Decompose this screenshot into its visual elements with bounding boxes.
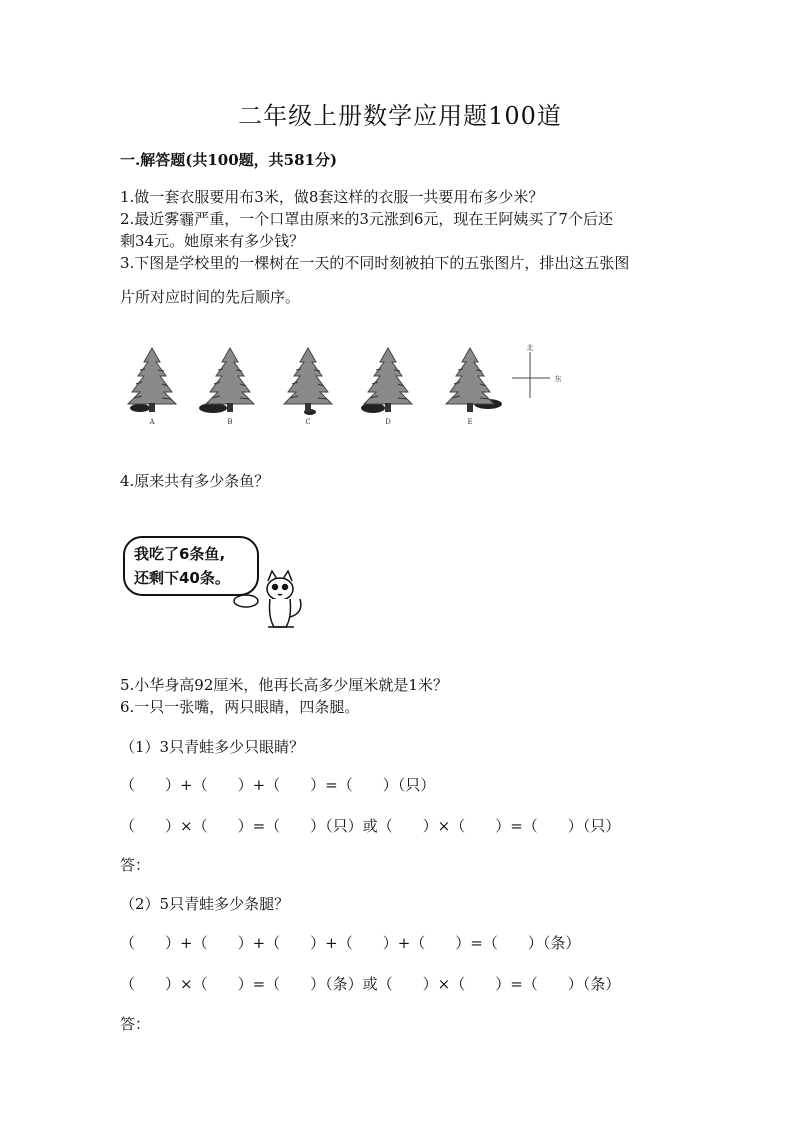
question-6-part-1-multiplication: （ ）×（ ）=（ ）（只）或（ ）×（ ）=（ ）（只） — [120, 817, 621, 835]
compass-north: 北 — [526, 344, 534, 352]
question-2-line-2: 剩34元。她原来有多少钱？ — [120, 232, 305, 250]
thought-dot — [234, 595, 258, 607]
question-2-line-1: 2.最近雾霾严重，一个口罩由原来的3元涨到6元，现在王阿姨买了7个后还 — [120, 210, 613, 228]
section-heading: 一.解答题(共100题，共581分) — [120, 151, 338, 169]
tree-label-c: C — [305, 418, 311, 426]
bubble-line-1: 我吃了6条鱼, — [134, 545, 226, 563]
question-3-line-2: 片所对应时间的先后顺序。 — [120, 288, 301, 306]
answer-label-1: 答： — [120, 856, 151, 874]
tree-e — [446, 348, 502, 412]
question-3-line-1: 3.下图是学校里的一棵树在一天的不同时刻被拍下的五张图片，排出这五张图 — [120, 254, 630, 272]
answer-label-2: 答： — [120, 1015, 151, 1033]
question-6-part-2: （2）5只青蛙多少条腿？ — [120, 895, 290, 913]
question-4: 4.原来共有多少条鱼？ — [120, 472, 270, 490]
question-6-part-1-addition: （ ）+（ ）+（ ）=（ ）（只） — [120, 776, 436, 794]
tree-label-e: E — [467, 418, 473, 426]
tree-d — [361, 348, 412, 413]
question-6: 6.一只一张嘴，两只眼睛，四条腿。 — [120, 698, 360, 716]
question-6-part-1: （1）3只青蛙多少只眼睛？ — [120, 738, 305, 756]
tree-label-d: D — [385, 418, 391, 426]
question-1: 1.做一套衣服要用布3米，做8套这样的衣服一共要用布多少米？ — [120, 188, 544, 206]
cat-drawing — [267, 571, 301, 627]
compass-east: 东 — [554, 375, 562, 383]
tree-label-b: B — [227, 418, 233, 426]
question-6-part-2-addition: （ ）+（ ）+（ ）+（ ）+（ ）=（ ）（条） — [120, 934, 581, 952]
page-title: 二年级上册数学应用题100道 — [238, 102, 562, 130]
tree-label-a: A — [149, 418, 155, 426]
cat-comic-figure — [118, 525, 318, 640]
trees-figure — [118, 340, 578, 435]
compass — [512, 352, 550, 398]
tree-b — [199, 348, 254, 413]
tree-c — [284, 348, 332, 415]
bubble-line-2: 还剩下40条。 — [134, 569, 230, 587]
tree-a — [128, 348, 176, 412]
question-5: 5.小华身高92厘米，他再长高多少厘米就是1米？ — [120, 676, 448, 694]
question-6-part-2-multiplication: （ ）×（ ）=（ ）（条）或（ ）×（ ）=（ ）（条） — [120, 975, 621, 993]
